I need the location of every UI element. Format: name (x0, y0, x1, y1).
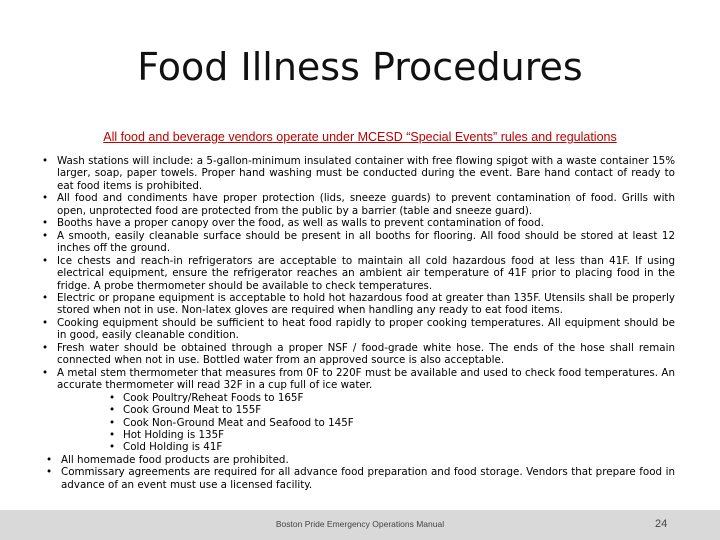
list-item: • Booths have a proper canopy over the food, as well as walls to prevent contamination of food. (41, 217, 675, 229)
list-item: • Fresh water should be obtained through a proper NSF / food-grade white hose. The ends of the hose shall remain connected when not in use. Bottled water from an approved source is also acceptable. (41, 342, 675, 367)
list-item: • Wash stations will include: a 5-gallon-minimum insulated container with free flowing spigot with a waste container 15% larger, soap, paper towels. Proper hand washing must be conducted during the event. Bare hand contact of ready to eat food items is prohibited. (41, 155, 675, 192)
list-item: • A smooth, easily cleanable surface should be present in all booths for flooring. All food should be stored at least 12 inches off the ground. (41, 230, 675, 255)
list-item: • All food and condiments have proper protection (lids, sneeze guards) to prevent contamination of food. Grills with open, unprotected food are protected from the public by a barrier (table and sneeze guard). (41, 192, 675, 217)
list-item: • Commissary agreements are required for all advance food preparation and food storage. Vendors that prepare food in advance of an event must use a licensed facility. (41, 466, 675, 491)
footer-text: Boston Pride Emergency Operations Manual (275, 519, 445, 529)
temperature-item: • Hot Holding is 135F (109, 429, 675, 441)
page-number: 24 (655, 518, 668, 530)
list-item: • Ice chests and reach-in refrigerators are acceptable to maintain all cold hazardous food at less than 41F. If using electrical equipment, ensure the refrigerator reaches an ambient air temperature of 41F prior to placing food in the fridge. A probe thermometer should be available to check temperatures. (41, 255, 675, 292)
procedure-list (41, 155, 675, 491)
temperature-item: • Cook Non-Ground Meat and Seafood to 145F (109, 417, 675, 429)
list-item: • All homemade food products are prohibited. (41, 454, 675, 466)
list-item-text: A metal stem thermometer that measures from 0F to 220F must be available and used to check food temperatures. An accurate thermometer will read 32F in a cup full of ice water. (57, 366, 675, 392)
list-item: • Cooking equipment should be sufficient to heat food rapidly to proper cooking temperatures. All equipment should be in good, easily cleanable condition. (41, 317, 675, 342)
page-title: Food Illness Procedures (137, 45, 583, 89)
temperature-list (57, 392, 675, 454)
list-item: • Electric or propane equipment is acceptable to hold hot hazardous food at greater than 135F. Utensils shall be properly stored when not in use. Non-latex gloves are required when handling any ready to eat food items. (41, 292, 675, 317)
temperature-item: • Cook Poultry/Reheat Foods to 165F (109, 392, 675, 404)
temperature-item: • Cook Ground Meat to 155F (109, 404, 675, 416)
footer-bar (0, 510, 720, 540)
temperature-item: • Cold Holding is 41F (109, 441, 675, 453)
subtitle: All food and beverage vendors operate under MCESD “Special Events” rules and regulations (103, 130, 617, 144)
content-body (41, 155, 675, 491)
list-item-thermometer (41, 367, 675, 454)
